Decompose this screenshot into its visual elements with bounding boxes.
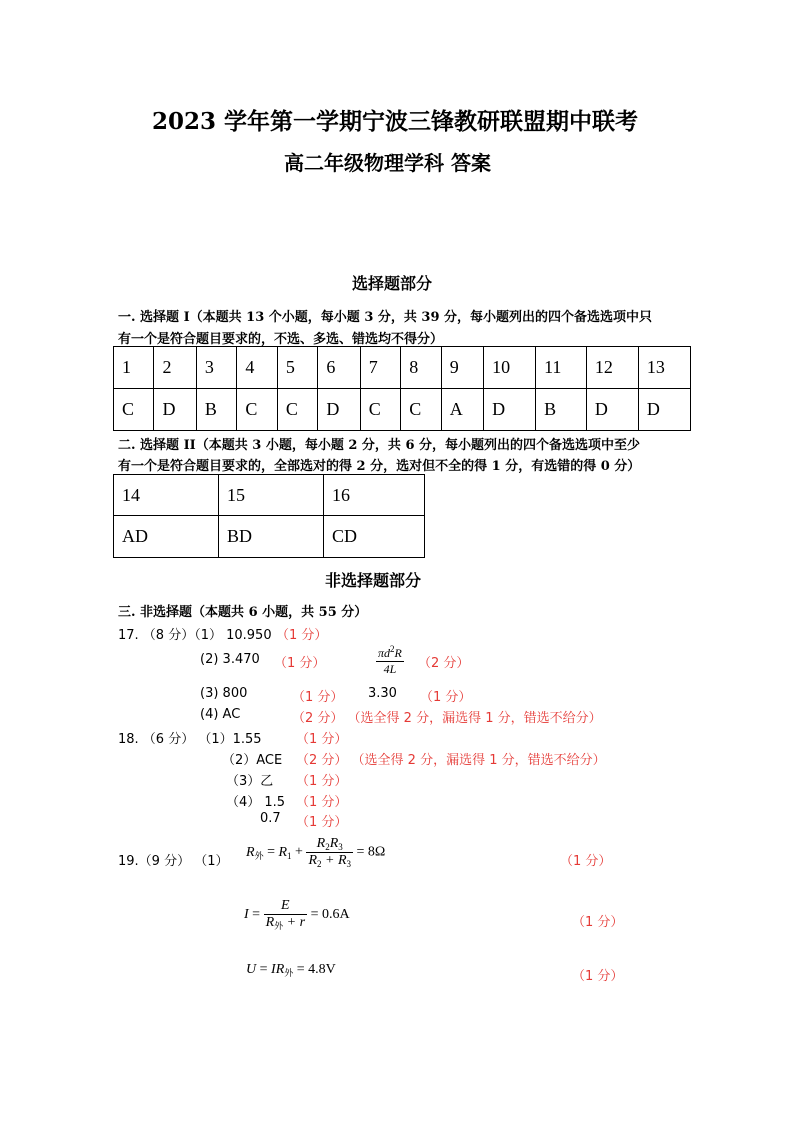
- q18-r1-score: （1 分）: [296, 732, 348, 747]
- table-cell: 5: [277, 347, 317, 389]
- table-cell: C: [237, 389, 277, 431]
- part1-answer-row: [114, 389, 691, 431]
- q18-r3-label: （3）乙: [226, 774, 274, 789]
- part1-answer-table: [113, 346, 691, 431]
- table-cell: 15: [219, 475, 324, 516]
- q18-r5-score: （1 分）: [296, 815, 348, 830]
- table-cell: 3: [196, 347, 236, 389]
- q19-label: 19.（9 分） （1）: [118, 854, 229, 869]
- table-cell: C: [401, 389, 441, 431]
- part3-note: 三. 非选择题（本题共 6 小题，共 55 分）: [118, 605, 368, 620]
- table-cell: 1: [114, 347, 154, 389]
- nonchoice-section-heading: 非选择题部分: [325, 571, 422, 590]
- q17-r2-score1: （1 分）: [274, 656, 326, 671]
- q19-eq2-score: （1 分）: [572, 915, 624, 930]
- table-cell: A: [441, 389, 483, 431]
- q17-r1-score: （1 分）: [276, 628, 328, 643]
- q18-r4-label: （4） 1.5: [226, 795, 286, 810]
- q17-r3-label: (3) 800: [200, 686, 248, 701]
- table-cell: 9: [441, 347, 483, 389]
- q19-eq3-result: = 4.8V: [296, 962, 336, 977]
- table-cell: 8: [401, 347, 441, 389]
- q19-eq2-result: = 0.6A: [310, 907, 350, 923]
- q19-eq1: $R_外 = R_1$ + $\frac{R_2R_3}{R_2 + R_3}$ = 8Ω: [246, 836, 386, 869]
- q17-r4-score: （2 分） （选全得 2 分，漏选得 1 分，错选不给分）: [292, 711, 602, 726]
- table-cell: 16: [324, 475, 425, 516]
- table-cell: D: [484, 389, 536, 431]
- q19-eq1-score: （1 分）: [560, 854, 612, 869]
- part1-number-row: [114, 347, 691, 389]
- part1-note-line1: 一. 选择题 I（本题共 13 个小题，每小题 3 分，共 39 分，每小题列出的四个备选选项中只: [118, 310, 653, 325]
- part2-answer-table: [113, 474, 425, 558]
- table-cell: 13: [638, 347, 690, 389]
- q17-r3-value: 3.30: [368, 686, 397, 701]
- q19-eq3: $U = IR_外 = 4.8V$: [246, 962, 336, 978]
- q17-formula: $\frac{\pi d^2R}{4L}$: [378, 644, 402, 676]
- q18-r5-label: 0.7: [260, 811, 281, 826]
- part2-answer-row: [114, 516, 425, 558]
- part1-note-line2: 有一个是符合题目要求的，不选、多选、错选均不得分）: [118, 332, 444, 347]
- q19-eq3-score: （1 分）: [572, 969, 624, 984]
- table-cell: 12: [586, 347, 638, 389]
- q18-label: 18. （6 分） （1）1.55: [118, 732, 262, 747]
- table-cell: D: [638, 389, 690, 431]
- part2-note-line1: 二. 选择题 II（本题共 3 小题，每小题 2 分，共 6 分，每小题列出的四个备选选项中至少: [118, 438, 641, 453]
- q18-r2-score: （2 分） （选全得 2 分，漏选得 1 分，错选不给分）: [296, 753, 606, 768]
- q17-r4-label: (4) AC: [200, 707, 241, 722]
- table-cell: C: [114, 389, 154, 431]
- part2-note-line2: 有一个是符合题目要求的，全部选对的得 2 分，选对但不全的得 1 分，有选错的得 0 分）: [118, 459, 641, 474]
- q18-r3-score: （1 分）: [296, 774, 348, 789]
- q18-r2-label: （2）ACE: [222, 753, 283, 768]
- table-cell: D: [586, 389, 638, 431]
- table-cell: C: [277, 389, 317, 431]
- table-cell: AD: [114, 516, 219, 558]
- part2-number-row: [114, 475, 425, 516]
- q17-r3-score2: （1 分）: [420, 690, 472, 705]
- q19-eq2: I = $\frac{E}{R_外 + r}$ = 0.6A: [244, 898, 350, 931]
- table-cell: 7: [360, 347, 400, 389]
- table-cell: 4: [237, 347, 277, 389]
- choice-section-heading: 选择题部分: [352, 274, 433, 293]
- table-cell: 10: [484, 347, 536, 389]
- table-cell: 11: [536, 347, 587, 389]
- table-cell: D: [154, 389, 196, 431]
- table-cell: 6: [318, 347, 360, 389]
- q17-r3-score1: （1 分）: [292, 690, 344, 705]
- q19-eq1-result: = 8Ω: [356, 844, 386, 860]
- q17-r2-label: (2) 3.470: [200, 652, 260, 667]
- q18-r4-score: （1 分）: [296, 795, 348, 810]
- q17-label: 17. （8 分）（1） 10.950: [118, 628, 272, 643]
- table-cell: 14: [114, 475, 219, 516]
- table-cell: 2: [154, 347, 196, 389]
- table-cell: C: [360, 389, 400, 431]
- table-cell: B: [536, 389, 587, 431]
- table-cell: B: [196, 389, 236, 431]
- table-cell: CD: [324, 516, 425, 558]
- q17-r2-score2: （2 分）: [418, 656, 470, 671]
- table-cell: D: [318, 389, 360, 431]
- page-subtitle: 高二年级物理学科 答案: [284, 151, 491, 175]
- page-title: 2023 学年第一学期宁波三锋教研联盟期中联考: [152, 108, 639, 135]
- table-cell: BD: [219, 516, 324, 558]
